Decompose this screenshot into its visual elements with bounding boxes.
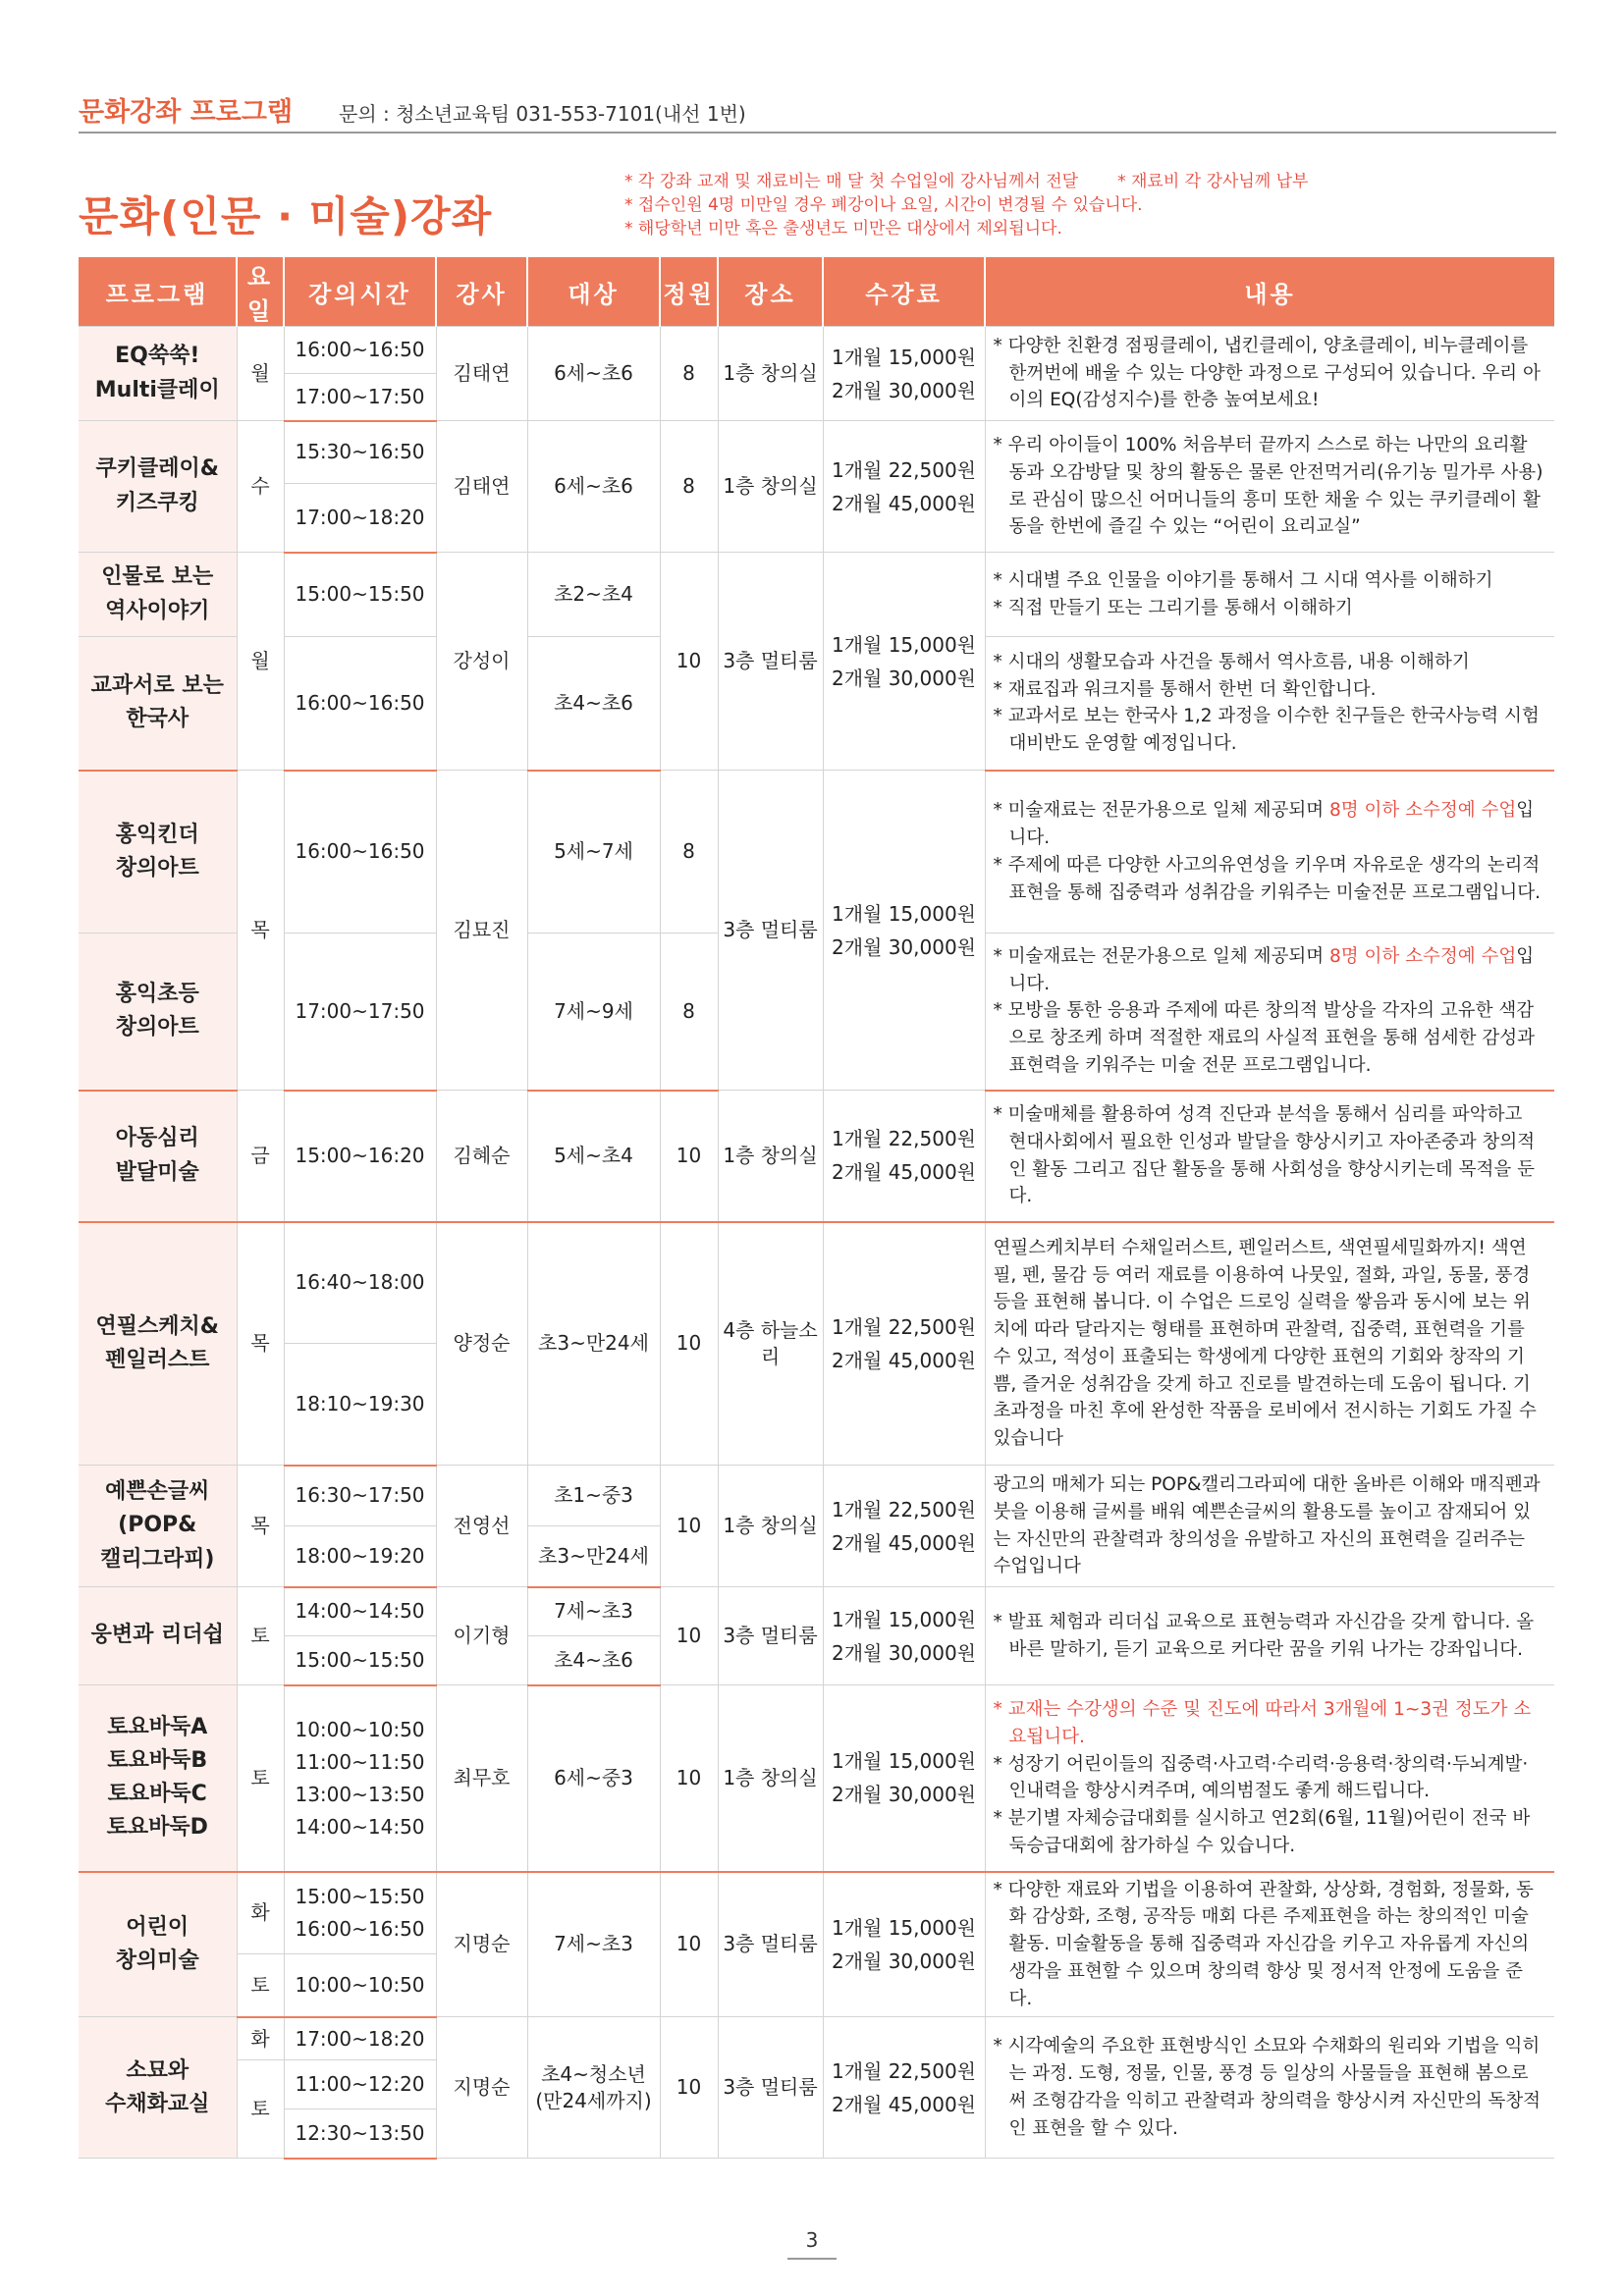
target-cell: 6세~초6 [527, 327, 660, 421]
content-cell [985, 2017, 1554, 2159]
notice-list [624, 170, 1308, 240]
capacity-cell: 8 [660, 934, 718, 1091]
teacher-cell: 김묘진 [436, 771, 527, 1091]
fee-cell: 1개월 15,000원 2개월 30,000원 [823, 1872, 985, 2017]
teacher-cell: 지명순 [436, 1872, 527, 2017]
capacity-cell: 10 [660, 1685, 718, 1872]
teacher-cell: 지명순 [436, 2017, 527, 2159]
target-cell: 초4~초6 [527, 1636, 660, 1685]
fee-cell: 1개월 22,500원 2개월 45,000원 [823, 2017, 985, 2159]
teacher-cell: 김태연 [436, 327, 527, 421]
content-text: 입니다. [1008, 945, 1535, 994]
time-cell: 11:00~12:20 [284, 2060, 436, 2109]
fee-cell: 1개월 22,500원 2개월 45,000원 [823, 1091, 985, 1222]
target-cell: 6세~초6 [527, 421, 660, 553]
col-header-capacity: 정원 [660, 257, 718, 327]
col-header-day: 요일 [237, 257, 284, 327]
notice-1a: * 각 강좌 교재 및 재료비는 매 달 첫 수업일에 강사님께서 전달 [624, 172, 1079, 191]
content-item: * 다양한 재료와 기법을 이용하여 관찰화, 상상화, 경험화, 정물화, 동화 감상화, 조형, 공작등 매회 다른 주제표현을 하는 창의적인 미술활동. 미술활동을 통해 집중력과 자신감을 키우고 자유롭게 자신의 생각을 표현할 수 있으며 창의력 향상 및 정서적 안정에 도움을 준다. [993, 1879, 1534, 2009]
teacher-cell: 양정순 [436, 1222, 527, 1466]
target-cell: 초3~만24세 [527, 1222, 660, 1466]
fee-cell: 1개월 15,000원 2개월 30,000원 [823, 553, 985, 771]
time-cell: 15:30~16:50 [284, 421, 436, 484]
day-cell: 토 [237, 1587, 284, 1685]
capacity-cell: 8 [660, 421, 718, 553]
time-cell: 15:00~15:50 [284, 1636, 436, 1685]
contact-info: 문의 : 청소년교육팀 031-553-7101(내선 1번) [339, 102, 746, 126]
target-cell: 초4~초6 [527, 637, 660, 771]
place-cell: 1층 창의실 [718, 1466, 823, 1587]
content-cell [985, 327, 1554, 421]
target-cell: 5세~초4 [527, 1091, 660, 1222]
notice-3: * 해당학년 미만 혹은 출생년도 미만은 대상에서 제외됩니다. [624, 219, 1062, 239]
content-item: * 시각예술의 주요한 표현방식인 소묘와 수채화의 원리와 기법을 익히는 과정. 도형, 정물, 인물, 풍경 등 일상의 사물들을 표현해 봄으로써 조형감각을 익히고 관찰력과 창의력을 향상시켜 자신만의 독창적인 표현을 할 수 있다. [993, 2036, 1542, 2139]
content-item: * 다양한 친환경 점핑클레이, 냅킨클레이, 양초클레이, 비누클레이를 한꺼번에 배울 수 있는 다양한 과정으로 구성되어 있습니다. 우리 아이의 EQ(감성지수)를 한층 높여보세요! [993, 335, 1541, 411]
target-cell: 초3~만24세 [527, 1526, 660, 1587]
content-cell [985, 1091, 1554, 1222]
program-name: 연필스케치& 펜일러스트 [79, 1222, 237, 1466]
day-cell: 토 [237, 2060, 284, 2159]
program-name: 토요바둑A 토요바둑B 토요바둑C 토요바둑D [79, 1685, 237, 1872]
time-cell: 16:40~18:00 [284, 1222, 436, 1344]
time-cell: 15:00~16:20 [284, 1091, 436, 1222]
time-cell: 18:00~19:20 [284, 1526, 436, 1587]
table-row [79, 421, 1554, 484]
content-item: * 성장기 어린이들의 집중력·사고력·수리력·응용력·창의력·두뇌계발·인내력을 향상시켜주며, 예의범절도 좋게 해드립니다. [993, 1753, 1529, 1802]
time-cell: 15:00~15:50 16:00~16:50 [284, 1872, 436, 1954]
place-cell: 3층 멀티룸 [718, 1872, 823, 2017]
fee-cell: 1개월 15,000원 2개월 30,000원 [823, 327, 985, 421]
time-cell: 17:00~18:20 [284, 2017, 436, 2060]
place-cell: 3층 멀티룸 [718, 2017, 823, 2159]
content-cell [985, 421, 1554, 553]
program-name: 홍익킨더 창의아트 [79, 771, 237, 934]
day-cell: 토 [237, 1954, 284, 2017]
table-row [79, 1685, 1554, 1872]
program-name: 예쁜손글씨 (POP& 캘리그라피) [79, 1466, 237, 1587]
table-row [79, 1872, 1554, 1954]
content-cell [985, 1466, 1554, 1587]
col-header-teacher: 강사 [436, 257, 527, 327]
fee-cell: 1개월 22,500원 2개월 45,000원 [823, 421, 985, 553]
table-row [79, 1091, 1554, 1222]
target-cell: 7세~초3 [527, 1872, 660, 2017]
content-item: * 직접 만들기 또는 그리기를 통해서 이해하기 [993, 597, 1353, 618]
content-item: * 우리 아이들이 100% 처음부터 끝까지 스스로 하는 나만의 요리활동과 오감방달 및 창의 활동은 물론 안전먹거리(유기농 밀가루 사용)로 관심이 많으신 어머니들의 흥미 또한 채울 수 있는 쿠키클레이 활동을 한번에 즐길 수 있는 “어린이 요리교실” [993, 435, 1543, 538]
day-cell: 월 [237, 327, 284, 421]
content-item: * 발표 체험과 리더십 교육으로 표현능력과 자신감을 갖게 합니다. 올바른 말하기, 듣기 교육으로 커다란 꿈을 키워 나가는 강좌입니다. [993, 1611, 1535, 1660]
col-header-place: 장소 [718, 257, 823, 327]
section-title: 문화(인문 · 미술)강좌 [79, 192, 493, 240]
content-item-highlight: * 교재는 수강생의 수준 및 진도에 따라서 3개월에 1~3권 정도가 소요됩니다. [993, 1699, 1532, 1747]
day-cell: 목 [237, 771, 284, 1091]
capacity-cell: 10 [660, 1222, 718, 1466]
teacher-cell: 김태연 [436, 421, 527, 553]
target-cell: 6세~중3 [527, 1685, 660, 1872]
content-text: * 미술재료는 전문가용으로 일체 제공되며 [993, 945, 1329, 967]
day-cell: 목 [237, 1222, 284, 1466]
capacity-cell: 10 [660, 1091, 718, 1222]
notice-2: * 접수인원 4명 미만일 경우 폐강이나 요일, 시간이 변경될 수 있습니다. [624, 195, 1143, 215]
place-cell: 4층 하늘소리 [718, 1222, 823, 1466]
place-cell: 3층 멀티룸 [718, 553, 823, 771]
table-row [79, 2017, 1554, 2060]
teacher-cell: 최무호 [436, 1685, 527, 1872]
content-item: * 시대의 생활모습과 사건을 통해서 역사흐름, 내용 이해하기 [993, 651, 1470, 672]
content-item: * 주제에 따른 다양한 사고의유연성을 키우며 자유로운 생각의 논리적 표현을 통해 집중력과 성취감을 키워주는 미술전문 프로그램입니다. [993, 854, 1542, 903]
time-cell: 10:00~10:50 11:00~11:50 13:00~13:50 14:00~14:50 [284, 1685, 436, 1872]
fee-cell: 1개월 22,500원 2개월 45,000원 [823, 1466, 985, 1587]
col-header-fee: 수강료 [823, 257, 985, 327]
time-cell: 16:00~16:50 [284, 771, 436, 934]
page-header [79, 88, 1556, 133]
table-row [79, 1222, 1554, 1344]
content-cell [985, 1685, 1554, 1872]
page-number-underline [787, 2258, 837, 2260]
highlight-text: 8명 이하 소수정예 수업 [1328, 945, 1517, 967]
capacity-cell: 10 [660, 553, 718, 771]
content-cell [985, 1872, 1554, 2017]
col-header-content: 내용 [985, 257, 1554, 327]
teacher-cell: 김혜순 [436, 1091, 527, 1222]
content-item: * 재료집과 워크지를 통해서 한번 더 확인합니다. [993, 678, 1377, 700]
table-row [79, 1466, 1554, 1526]
day-cell: 목 [237, 1466, 284, 1587]
content-item: * 시대별 주요 인물을 이야기를 통해서 그 시대 역사를 이해하기 [993, 569, 1493, 591]
time-cell: 15:00~15:50 [284, 553, 436, 637]
program-name: 인물로 보는 역사이야기 [79, 553, 237, 637]
content-item: 연필스케치부터 수채일러스트, 펜일러스트, 색연필세밀화까지! 색연필, 펜, 물감 등 여러 재료를 이용하여 나뭇잎, 절화, 과일, 동물, 풍경 등을 표현해 봅니다. 이 수업은 드로잉 실력을 쌓음과 동시에 보는 위치에 따라 달라지는 형태를 표현하며 관찰력, 집중력, 표현력을 기를 수 있고, 적성이 표출되는 학생에게 다양한 표현의 기회와 창작의 기쁨, 즐거운 성취감을 갖게 하고 진로를 발견하는데 도움이 됩니다. 기초과정을 마친 후에 완성한 작품을 로비에서 전시하는 기회도 가질 수 있습니다 [993, 1237, 1537, 1449]
target-cell: 초2~초4 [527, 553, 660, 637]
table-header-row [79, 257, 1554, 327]
content-cell [985, 637, 1554, 771]
capacity-cell: 8 [660, 327, 718, 421]
capacity-cell: 8 [660, 771, 718, 934]
content-item: * 분기별 자체승급대회를 실시하고 연2회(6월, 11월)어린이 전국 바둑승급대회에 참가하실 수 있습니다. [993, 1808, 1531, 1856]
time-cell: 16:30~17:50 [284, 1466, 436, 1526]
target-cell: 5세~7세 [527, 771, 660, 934]
fee-cell: 1개월 15,000원 2개월 30,000원 [823, 771, 985, 1091]
place-cell: 3층 멀티룸 [718, 1587, 823, 1685]
col-header-program: 프로그램 [79, 257, 237, 327]
time-cell: 12:30~13:50 [284, 2109, 436, 2159]
capacity-cell: 10 [660, 2017, 718, 2159]
place-cell: 1층 창의실 [718, 421, 823, 553]
time-cell: 14:00~14:50 [284, 1587, 436, 1636]
place-cell: 3층 멀티룸 [718, 771, 823, 1091]
program-name: 쿠키클레이& 키즈쿠킹 [79, 421, 237, 553]
highlight-text: 8명 이하 소수정예 수업 [1328, 800, 1517, 822]
content-cell [985, 771, 1554, 934]
fee-cell: 1개월 22,500원 2개월 45,000원 [823, 1222, 985, 1466]
day-cell: 토 [237, 1685, 284, 1872]
table-row [79, 1587, 1554, 1636]
content-item: 광고의 매체가 되는 POP&캘리그라피에 대한 올바른 이해와 매직펜과 붓을 이용해 글씨를 배워 예쁜손글씨의 활용도를 높이고 잠재되어 있는 자신만의 관찰력과 창의성을 유발하고 자신의 표현력을 길러주는 수업입니다 [993, 1474, 1541, 1577]
target-cell: 초1~중3 [527, 1466, 660, 1526]
program-name: 교과서로 보는 한국사 [79, 637, 237, 771]
day-cell: 수 [237, 421, 284, 553]
capacity-cell: 10 [660, 1872, 718, 2017]
content-item: * 모방을 통한 응용과 주제에 따른 창의적 발상을 각자의 고유한 색감으로 창조케 하며 적절한 재료의 사실적 표현을 통해 섬세한 감성과 표현력을 키워주는 미술 전문 프로그램입니다. [993, 1000, 1535, 1076]
teacher-cell: 전영선 [436, 1466, 527, 1587]
place-cell: 1층 창의실 [718, 1685, 823, 1872]
col-header-target: 대상 [527, 257, 660, 327]
time-cell: 16:00~16:50 [284, 327, 436, 374]
fee-cell: 1개월 15,000원 2개월 30,000원 [823, 1587, 985, 1685]
content-item [994, 797, 1545, 852]
page-number: 3 [805, 2228, 819, 2252]
content-item [994, 943, 1545, 998]
col-header-time: 강의시간 [284, 257, 436, 327]
content-cell [985, 934, 1554, 1091]
capacity-cell: 10 [660, 1466, 718, 1587]
table-row [79, 553, 1554, 637]
content-cell [985, 553, 1554, 637]
time-cell: 17:00~17:50 [284, 934, 436, 1091]
target-cell: 7세~9세 [527, 934, 660, 1091]
program-name: 아동심리 발달미술 [79, 1091, 237, 1222]
program-name: 웅변과 리더쉽 [79, 1587, 237, 1685]
content-text: 입니다. [1008, 800, 1535, 848]
day-cell: 금 [237, 1091, 284, 1222]
program-name: 어린이 창의미술 [79, 1872, 237, 2017]
program-name: EQ쑥쑥! Multi클레이 [79, 327, 237, 421]
content-item: * 미술매체를 활용하여 성격 진단과 분석을 통해서 심리를 파악하고 현대사회에서 필요한 인성과 발달을 향상시키고 자아존중과 창의적인 활동 그리고 집단 활동을 통해 사회성을 향상시키는데 목적을 둔다. [993, 1104, 1536, 1207]
day-cell: 화 [237, 2017, 284, 2060]
time-cell: 17:00~17:50 [284, 374, 436, 421]
target-cell: 초4~청소년 (만24세까지) [527, 2017, 660, 2159]
brand-title: 문화강좌 프로그램 [79, 97, 294, 128]
time-cell: 16:00~16:50 [284, 637, 436, 771]
fee-cell: 1개월 15,000원 2개월 30,000원 [823, 1685, 985, 1872]
content-text: * 미술재료는 전문가용으로 일체 제공되며 [993, 800, 1329, 822]
table-row [79, 771, 1554, 934]
time-cell: 18:10~19:30 [284, 1344, 436, 1466]
table-row [79, 327, 1554, 374]
program-table [79, 257, 1554, 2160]
time-cell: 17:00~18:20 [284, 484, 436, 553]
program-name: 홍익초등 창의아트 [79, 934, 237, 1091]
teacher-cell: 강성이 [436, 553, 527, 771]
teacher-cell: 이기형 [436, 1587, 527, 1685]
time-cell: 10:00~10:50 [284, 1954, 436, 2017]
capacity-cell: 10 [660, 1587, 718, 1685]
day-cell: 화 [237, 1872, 284, 1954]
target-cell: 7세~초3 [527, 1587, 660, 1636]
place-cell: 1층 창의실 [718, 327, 823, 421]
content-cell [985, 1587, 1554, 1685]
content-cell [985, 1222, 1554, 1466]
place-cell: 1층 창의실 [718, 1091, 823, 1222]
content-item: * 교과서로 보는 한국사 1,2 과정을 이수한 친구들은 한국사능력 시험 대비반도 운영할 예정입니다. [993, 706, 1540, 754]
notice-1b: * 재료비 각 강사님께 납부 [1117, 172, 1309, 191]
program-name: 소묘와 수채화교실 [79, 2017, 237, 2159]
day-cell: 월 [237, 553, 284, 771]
